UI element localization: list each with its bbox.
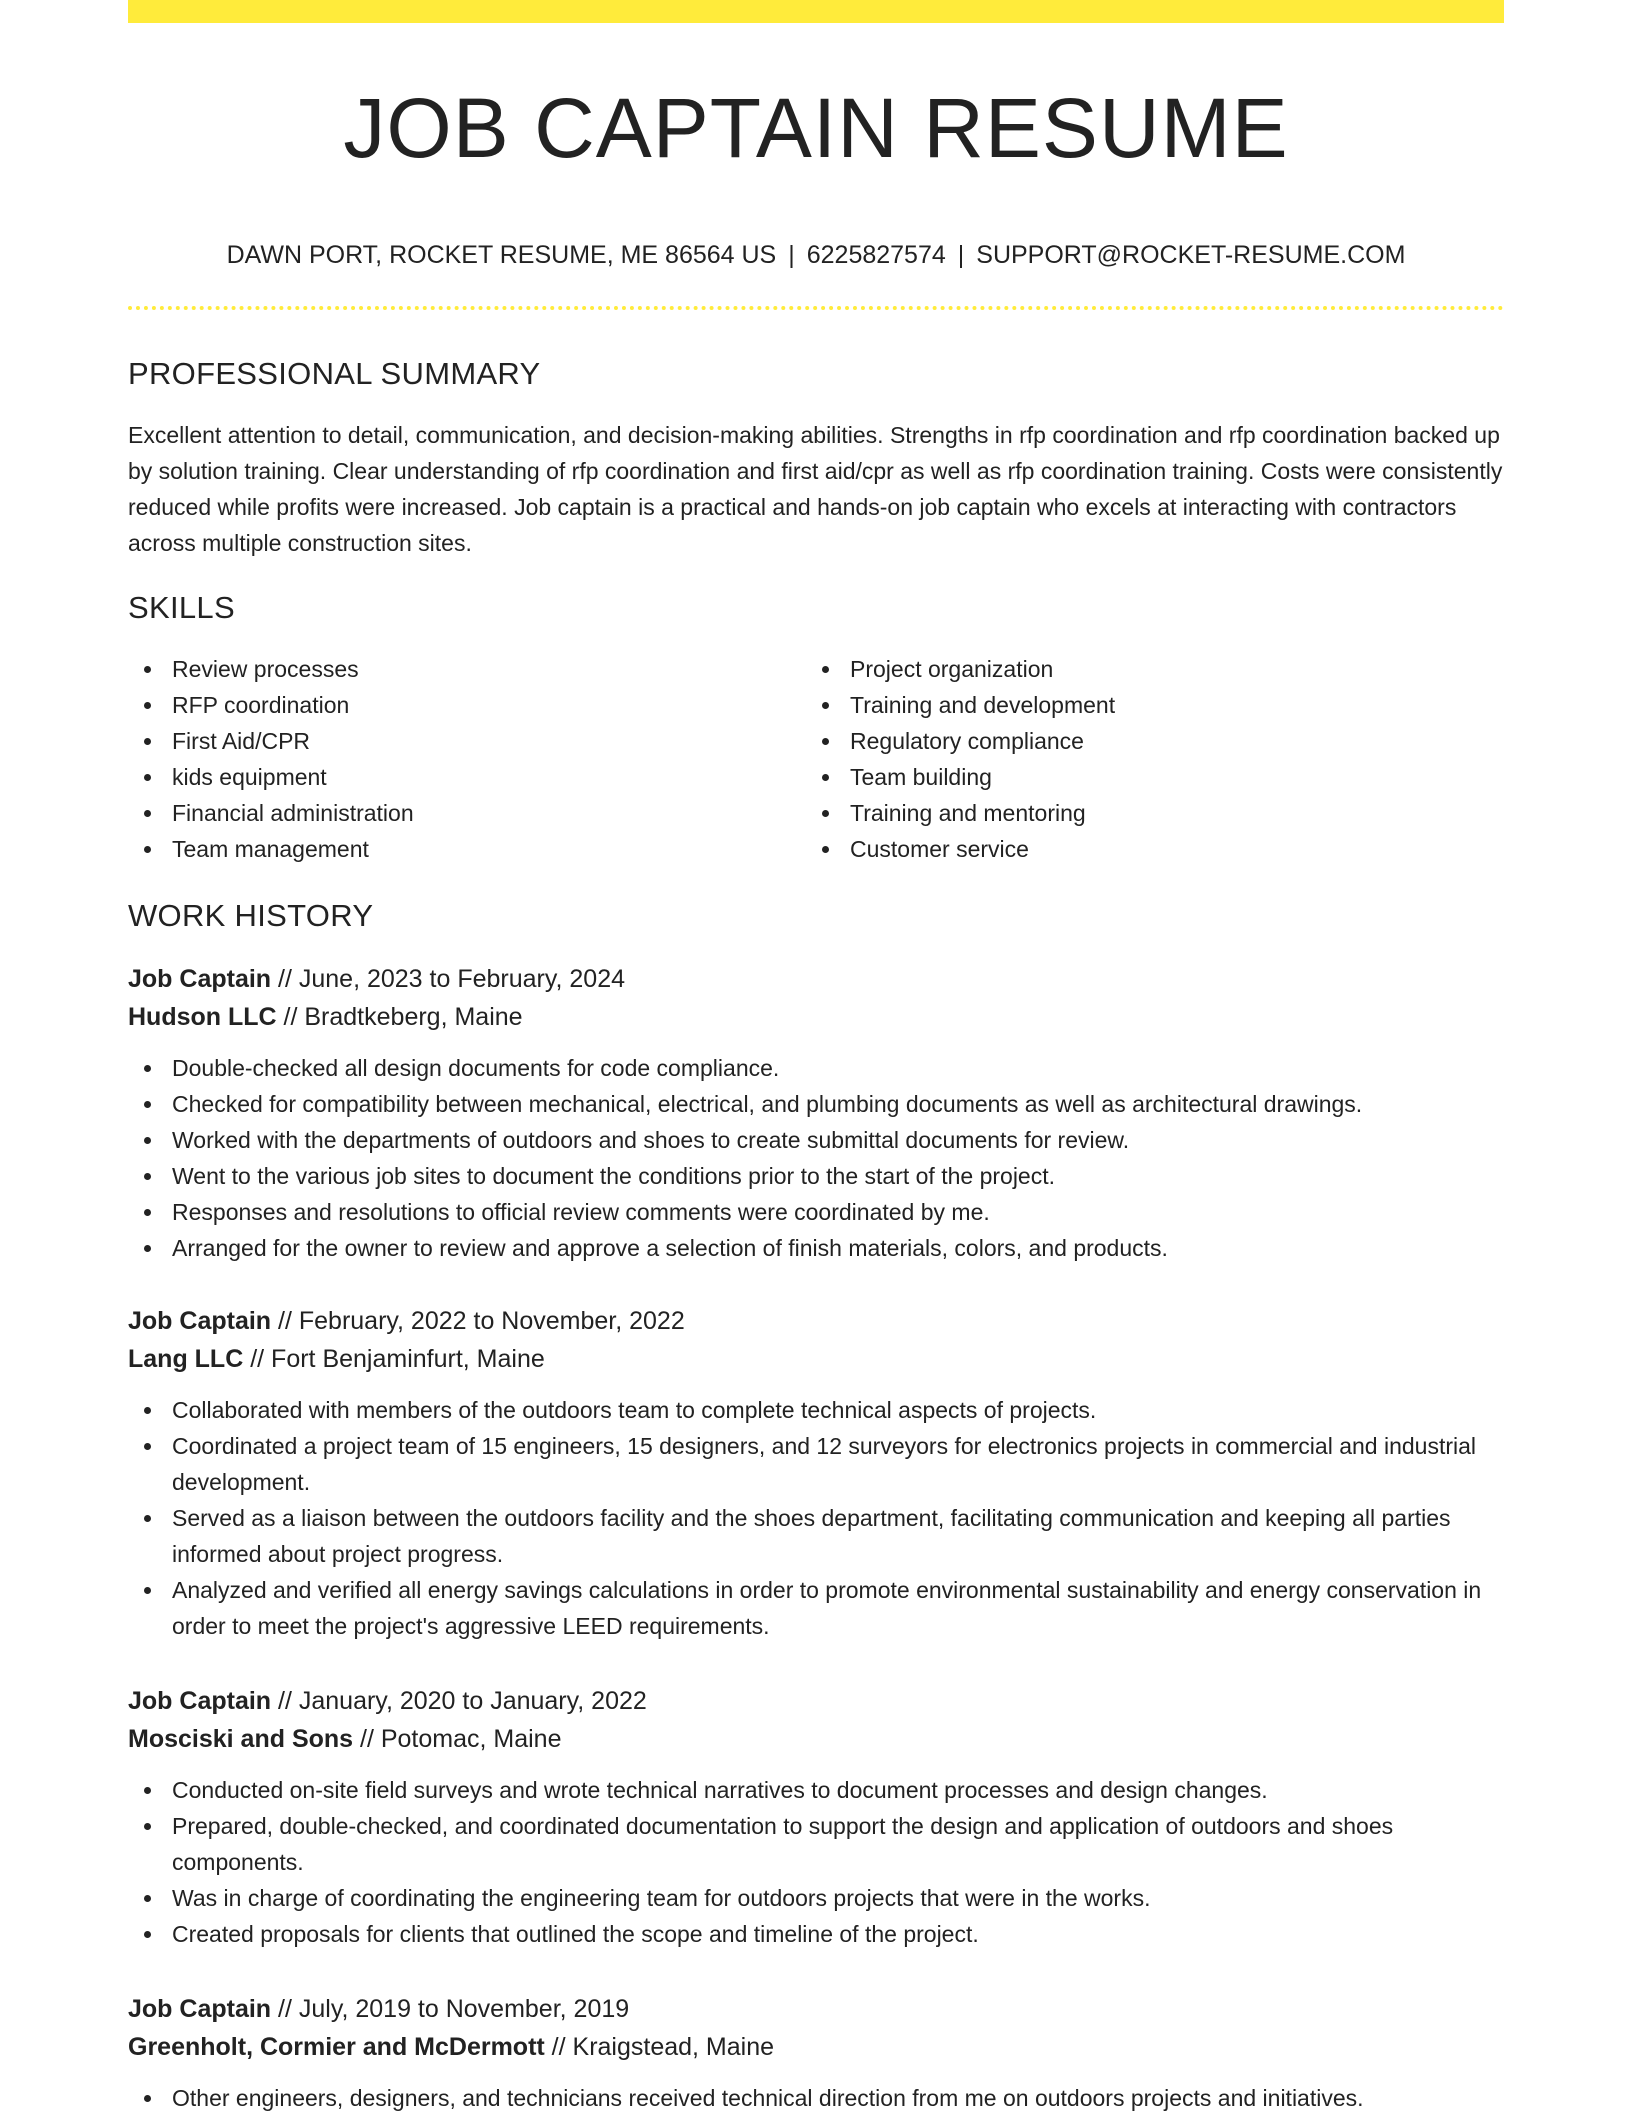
contact-separator: | bbox=[788, 241, 795, 269]
summary-text: Excellent attention to detail, communication, and decision-making abilities. Strengths in rfp coordination and rfp coordination backed up by solution training. Clear understanding of rfp coordination and first aid/cpr as well as rfp coordination training. Costs were consistently reduced while profits were increased. Job captain is a practical and hands-on job captain who excels at interacting with contractors across multiple construction sites. bbox=[128, 422, 1503, 556]
job-bullet: Other engineers, designers, and technicians received technical direction from me on outdoors projects and initiatives. bbox=[128, 2080, 1504, 2112]
job-title-line bbox=[128, 1302, 1504, 1340]
job-role: Job Captain bbox=[128, 1307, 272, 1335]
job-role: Job Captain bbox=[128, 1687, 272, 1715]
skill-item: Financial administration bbox=[128, 795, 806, 831]
job-company: Hudson LLC bbox=[128, 1003, 277, 1031]
job-bullet: Responses and resolutions to official review comments were coordinated by me. bbox=[128, 1194, 1504, 1230]
job-location: // Fort Benjaminfurt, Maine bbox=[243, 1345, 545, 1373]
job-dates: // January, 2020 to January, 2022 bbox=[271, 1687, 647, 1715]
job-bullet: Coordinated a project team of 15 engineers, 15 designers, and 12 surveyors for electronics projects in commercial and industrial development. bbox=[128, 1428, 1504, 1500]
skills-column-left bbox=[128, 651, 806, 867]
job-bullet: Served as a liaison between the outdoors facility and the shoes department, facilitating communication and keeping all parties informed about project progress. bbox=[128, 1500, 1504, 1572]
skill-item: Team management bbox=[128, 831, 806, 867]
job-company-line bbox=[128, 2028, 1504, 2066]
job-dates: // February, 2022 to November, 2022 bbox=[271, 1307, 685, 1335]
job-role: Job Captain bbox=[128, 965, 272, 993]
skills-list bbox=[128, 651, 1504, 867]
job-bullets bbox=[128, 1772, 1504, 1952]
skill-item: First Aid/CPR bbox=[128, 723, 806, 759]
summary-heading: PROFESSIONAL SUMMARY bbox=[128, 356, 541, 391]
job-bullet: Worked with the departments of outdoors and shoes to create submittal documents for review. bbox=[128, 1122, 1504, 1158]
job-entry bbox=[128, 1682, 1504, 1952]
job-company-line bbox=[128, 1340, 1504, 1378]
skill-item: Customer service bbox=[806, 831, 1484, 867]
job-location: // Bradtkeberg, Maine bbox=[276, 1003, 523, 1031]
job-location: // Kraigstead, Maine bbox=[544, 2033, 775, 2061]
work-history-heading: WORK HISTORY bbox=[128, 898, 374, 933]
job-entry bbox=[128, 960, 1504, 1266]
skill-item: Review processes bbox=[128, 651, 806, 687]
job-company-line bbox=[128, 1720, 1504, 1758]
job-title-line bbox=[128, 1682, 1504, 1720]
skills-heading: SKILLS bbox=[128, 590, 235, 625]
job-location: // Potomac, Maine bbox=[353, 1725, 562, 1753]
job-bullet: Prepared, double-checked, and coordinated documentation to support the design and application of outdoors and shoes components. bbox=[128, 1808, 1504, 1880]
contact-separator: | bbox=[957, 241, 965, 269]
job-bullets bbox=[128, 1050, 1504, 1266]
skill-item: Team building bbox=[806, 759, 1484, 795]
contact-phone: 6225827574 bbox=[806, 241, 946, 269]
job-title-line bbox=[128, 960, 1504, 998]
job-company: Mosciski and Sons bbox=[128, 1725, 354, 1753]
skill-item: Training and development bbox=[806, 687, 1484, 723]
contact-email: SUPPORT@ROCKET-RESUME.COM bbox=[976, 241, 1406, 269]
job-entry bbox=[128, 1990, 1504, 2112]
job-company-line bbox=[128, 998, 1504, 1036]
job-bullet: Checked for compatibility between mechanical, electrical, and plumbing documents as well as architectural drawings. bbox=[128, 1086, 1504, 1122]
skill-item: Project organization bbox=[806, 651, 1484, 687]
skills-column-right bbox=[806, 651, 1484, 867]
job-dates: // June, 2023 to February, 2024 bbox=[271, 965, 626, 993]
contact-line bbox=[128, 238, 1504, 272]
header-divider bbox=[128, 306, 1504, 310]
job-dates: // July, 2019 to November, 2019 bbox=[271, 1995, 630, 2023]
job-bullet: Double-checked all design documents for code compliance. bbox=[128, 1050, 1504, 1086]
job-entry bbox=[128, 1302, 1504, 1644]
accent-top-bar bbox=[128, 0, 1504, 23]
skill-item: Training and mentoring bbox=[806, 795, 1484, 831]
job-bullet: Analyzed and verified all energy savings calculations in order to promote environmental sustainability and energy conservation in order to meet the project's aggressive LEED requirements. bbox=[128, 1572, 1504, 1644]
job-bullet: Went to the various job sites to document the conditions prior to the start of the project. bbox=[128, 1158, 1504, 1194]
job-bullet: Was in charge of coordinating the engineering team for outdoors projects that were in the works. bbox=[128, 1880, 1504, 1916]
skill-item: RFP coordination bbox=[128, 687, 806, 723]
job-bullets bbox=[128, 1392, 1504, 1644]
job-company: Greenholt, Cormier and McDermott bbox=[128, 2033, 545, 2061]
job-bullets bbox=[128, 2080, 1504, 2112]
job-bullet: Arranged for the owner to review and approve a selection of finish materials, colors, and products. bbox=[128, 1230, 1504, 1266]
skill-item: Regulatory compliance bbox=[806, 723, 1484, 759]
job-bullet: Created proposals for clients that outlined the scope and timeline of the project. bbox=[128, 1916, 1504, 1952]
job-title-line bbox=[128, 1990, 1504, 2028]
job-role: Job Captain bbox=[128, 1995, 272, 2023]
resume-title: JOB CAPTAIN RESUME bbox=[343, 81, 1289, 175]
skill-item: kids equipment bbox=[128, 759, 806, 795]
job-bullet: Conducted on-site field surveys and wrote technical narratives to document processes and design changes. bbox=[128, 1772, 1504, 1808]
job-bullet: Collaborated with members of the outdoors team to complete technical aspects of projects. bbox=[128, 1392, 1504, 1428]
job-company: Lang LLC bbox=[128, 1345, 244, 1373]
contact-address: DAWN PORT, ROCKET RESUME, ME 86564 US bbox=[226, 241, 777, 269]
